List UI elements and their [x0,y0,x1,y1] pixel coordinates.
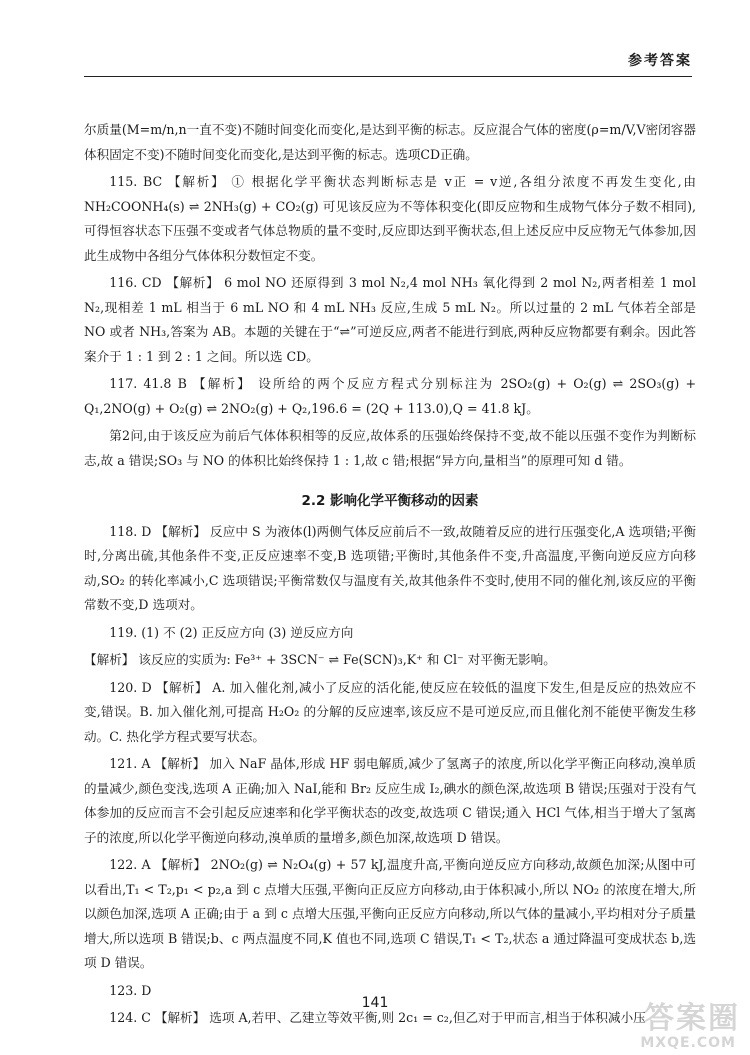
header-rule [84,76,692,77]
watermark-logo: 答案圈 [644,1001,740,1036]
answer-paragraph: 120. D 【解析】 A. 加入催化剂,减小了反应的活化能,使反应在较低的温度下发生,但是反应的热效应不变,错误。B. 加入催化剂,可提高 H₂O₂ 的分解的反应速率,该反应不是可逆反应,而且催化剂不能使平衡发生移动。C. 热化学方程式要写状态。 [84,679,696,744]
answer-paragraph: 第2问,由于该反应为前后气体体积相等的反应,故体系的压强始终保持不变,故不能以压强不变作为判断标志,故 a 错误;SO₃ 与 NO 的体积比始终保持 1 : 1,故 c 错;根据“异方向,量相当”的原理可知 d 错。 [84,428,696,468]
answer-paragraph: 115. BC 【解析】 ① 根据化学平衡状态判断标志是 v正 = v逆,各组分浓度不再发生变化,由NH₂COONH₄(s) ⇌ 2NH₃(g) + CO₂(g) 可见该反应为不等体积变化(即反应物和生成物气体分子数不相同),可得恒容状态下压强不变或者气体总物质的量不变时,反应即达到平衡状态,但上述反应中反应物无气体参加,因此生成物中各组分气体体积分数恒定不变。 [84,174,696,263]
answer-paragraph: 尔质量(M=m/n,n一直不变)不随时间变化而变化,是达到平衡的标志。反应混合气体的密度(ρ=m/V,V密闭容器体积固定不变)不随时间变化而变化,是达到平衡的标志。选项CD正确。 [84,122,696,162]
watermark [590,993,740,1051]
answer-paragraph: 123. D [109,982,152,998]
answer-paragraph: 116. CD 【解析】 6 mol NO 还原得到 3 mol N₂,4 mol NH₃ 氧化得到 2 mol N₂,两者相差 1 mol N₂,现相差 1 mL 相当于 6 mL NO 和 4 mL NH₃ 反应,生成 5 mL N₂。所以过量的 2 mL 气体若全部是 NO 或者 NH₃,答案为 AB。本题的关键在于“⇌”可逆反应,两者不能进行到底,两种反应物都要有剩余。因此答案介于 1 : 1 到 2 : 1 之间。所以选 CD。 [84,275,696,364]
answer-paragraph: 118. D 【解析】 反应中 S 为液体(l)两侧气体反应前后不一致,故随着反应的进行压强变化,A 选项错;平衡时,分离出硫,其他条件不变,正反应速率不变,B 选项错;平衡时,其他条件不变,升高温度,平衡向逆反应方向移动,SO₂ 的转化率减小,C 选项错误;平衡常数仅与温度有关,故其他条件不变时,使用不同的催化剂,该反应的平衡常数不变,D 选项对。 [84,523,696,612]
watermark-url: MXQE.COM [640,1035,736,1051]
header-title: 参考答案 [628,53,692,69]
answer-paragraph: 122. A 【解析】 2NO₂(g) ⇌ N₂O₄(g) + 57 kJ,温度升高,平衡向逆反应方向移动,故颜色加深;从图中可以看出,T₁ < T₂,p₁ < p₂,a 到 c 点增大压强,平衡向正反应方向移动,由于体积减小,所以 NO₂ 的浓度在增大,所以颜色加深,选项 A 正确;由于 a 到 c 点增大压强,平衡向正反应方向移动,所以气体的量减小,平均相对分子质量增大,所以选项 B 错误;b、c 两点温度不同,K 值也不同,选项 C 错误,T₁ < T₂,状态 a 通过降温可变成状态 b,选项 D 错误。 [84,857,696,970]
answer-paragraph: 【解析】 该反应的实质为: Fe³⁺ + 3SCN⁻ ⇌ Fe(SCN)₃,K⁺ 和 Cl⁻ 对平衡无影响。 [84,652,556,667]
page-header [0,0,750,90]
answer-paragraph: 124. C 【解析】 选项 A,若甲、乙建立等效平衡,则 2c₁ = c₂,但乙对于甲而言,相当于体积减小压 [109,1010,646,1025]
answer-paragraph: 119. (1) 不 (2) 正反应方向 (3) 逆反应方向 [109,624,354,640]
page-number: 141 [361,995,389,1011]
section-title: 2.2 影响化学平衡移动的因素 [301,493,479,509]
answer-content [84,118,696,1034]
answer-paragraph: 121. A 【解析】 加入 NaF 晶体,形成 HF 弱电解质,减少了氢离子的浓度,所以化学平衡正向移动,溴单质的量减少,颜色变浅,选项 A 正确;加入 NaI,能和 Br₂ 反应生成 I₂,碘水的颜色深,故选项 B 错误;压强对于没有气体参加的反应而言不会引起反应速率和化学平衡状态的改变,故选项 C 错误;通入 HCl 气体,相当于增大了氢离子的浓度,所以化学平衡逆向移动,溴单质的量增多,颜色加深,故选项 D 错误。 [84,756,696,845]
answer-paragraph: 117. 41.8 B 【解析】 设所给的两个反应方程式分别标注为 2SO₂(g) + O₂(g) ⇌ 2SO₃(g) + Q₁,2NO(g) + O₂(g) ⇌ 2NO₂(g) + Q₂,196.6 = (2Q + 113.0),Q = 41.8 kJ。 [84,376,696,416]
